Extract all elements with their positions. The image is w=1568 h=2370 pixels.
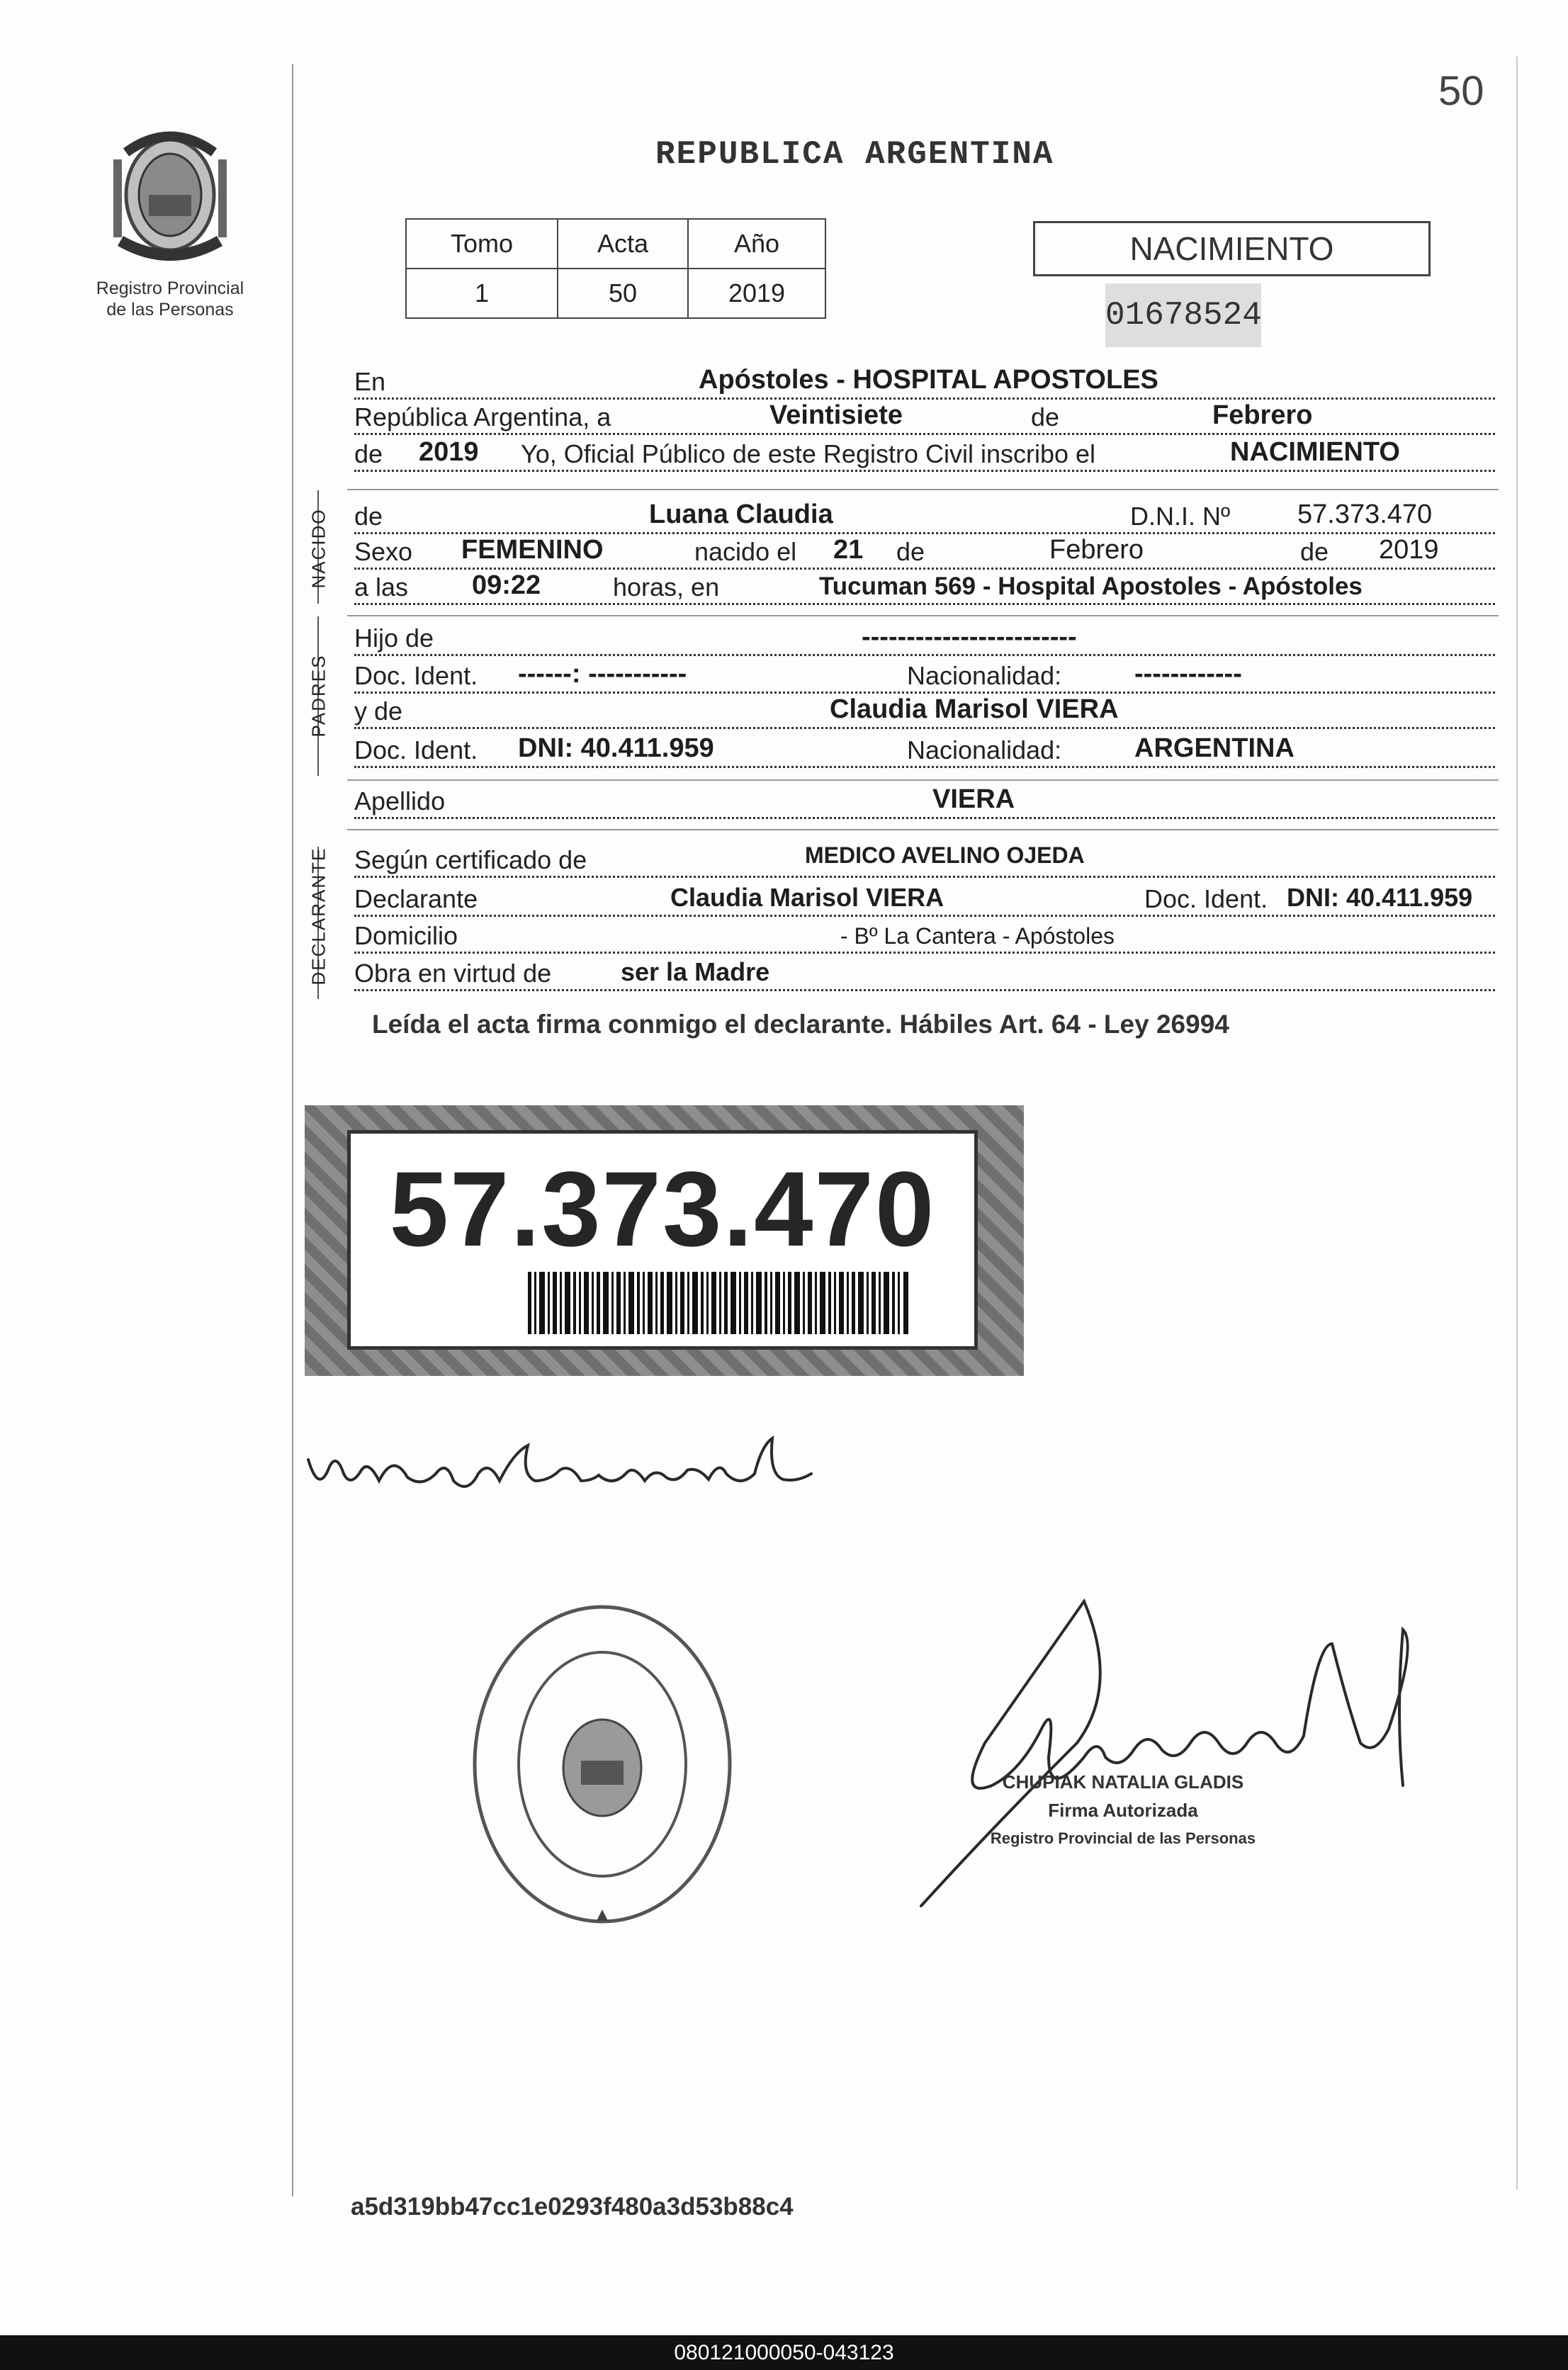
row-en (354, 365, 1495, 404)
value-time: 09:22 (468, 570, 545, 601)
value-apellido: VIERA (928, 784, 1019, 815)
registry-seal-icon (468, 1598, 737, 1931)
value-doc-declarante: DNI: 40.411.959 (1282, 883, 1477, 913)
official-signature-drawing (907, 1559, 1431, 1927)
table-header-acta: Acta (558, 219, 688, 269)
row-apellido (354, 784, 1495, 823)
value-doc-padre: ------: ----------- (514, 659, 691, 689)
closing-text: Leída el acta firma conmigo el declarante. Hábiles Art. 64 - Ley 26994 (372, 1010, 1229, 1039)
separator (347, 615, 1499, 616)
value-domicilio: - Bº La Cantera - Apóstoles (836, 923, 1119, 949)
value-mother: Claudia Marisol VIERA (825, 694, 1123, 725)
dni-sticker-number: 57.373.470 (389, 1149, 936, 1268)
page-title: REPUBLICA ARGENTINA (655, 136, 1054, 173)
logo-caption (64, 278, 276, 320)
row-obra (354, 957, 1495, 995)
padres-section-label: PADRES (308, 654, 329, 738)
table-header-tomo: Tomo (406, 219, 558, 269)
row-hijo-de (354, 622, 1495, 660)
value-sexo: FEMENINO (457, 535, 608, 565)
official-seal (468, 1598, 737, 1931)
serial-number-stamp: 01678524 (1105, 283, 1261, 347)
row-nombre (354, 500, 1495, 538)
separator (347, 489, 1499, 490)
value-place: Apóstoles - HOSPITAL APOSTOLES (694, 365, 1163, 395)
label-horas-en: horas, en (613, 572, 723, 602)
label-hijo-de: Hijo de (354, 623, 438, 653)
document-type-box: NACIMIENTO (1033, 221, 1431, 276)
footer-bar (0, 2335, 1568, 2370)
value-certificado: MEDICO AVELINO OJEDA (801, 842, 1089, 869)
row-doc-madre (354, 733, 1495, 772)
label-de-month: de (896, 537, 929, 567)
value-year: 2019 (414, 437, 483, 468)
value-child-name: Luana Claudia (645, 500, 837, 530)
label-domicilio: Domicilio (354, 921, 462, 951)
separator (347, 829, 1499, 830)
label-obra: Obra en virtud de (354, 959, 555, 988)
value-declarante: Claudia Marisol VIERA (666, 883, 948, 913)
handwritten-signature-drawing (301, 1431, 854, 1509)
table-value-ano: 2019 (688, 269, 825, 318)
dni-sticker (305, 1105, 1024, 1376)
declarante-section-label: DECLARANTE (308, 847, 329, 986)
row-fecha (354, 400, 1495, 439)
separator (347, 779, 1499, 781)
label-doc-ident-2: Doc. Ident. (354, 735, 482, 765)
logo-caption-line-1: Registro Provincial (96, 278, 244, 298)
label-de-year: de (354, 439, 387, 469)
label-en: En (354, 367, 390, 397)
label-dni: D.N.I. Nº (1130, 502, 1234, 531)
row-hora (354, 570, 1495, 609)
value-day: Veintisiete (765, 400, 907, 431)
row-certificado (354, 842, 1495, 882)
label-declarante: Declarante (354, 884, 482, 914)
province-shield-icon (99, 124, 241, 273)
value-birth-place: Tucuman 569 - Hospital Apostoles - Apóstoles (815, 572, 1367, 601)
nacido-section-label: NACIDO (308, 508, 329, 589)
label-de-nombre: de (354, 502, 387, 531)
label-apellido: Apellido (354, 786, 449, 816)
row-doc-padre (354, 659, 1495, 698)
official-name: CHUPIAK NATALIA GLADIS (1002, 1771, 1244, 1793)
label-certificado: Según certificado de (354, 845, 591, 875)
label-nacido-el: nacido el (694, 537, 801, 567)
dni-sticker-panel (347, 1130, 978, 1350)
document-hash: a5d319bb47cc1e0293f480a3d53b88c4 (351, 2193, 794, 2221)
province-logo (99, 124, 241, 273)
row-declarante (354, 883, 1495, 921)
value-birth-month: Febrero (1045, 535, 1148, 565)
official-role: Firma Autorizada (1048, 1800, 1198, 1821)
left-margin-line (292, 64, 293, 2196)
value-month: Febrero (1208, 400, 1316, 431)
footer-code: 080121000050-043123 (674, 2341, 894, 2364)
logo-caption-line-2: de las Personas (106, 300, 234, 320)
label-sexo: Sexo (354, 537, 417, 567)
value-birth-year: 2019 (1375, 535, 1443, 565)
official-signature-caption (974, 1768, 1272, 1853)
value-nacionalidad-padre: ------------ (1130, 659, 1246, 689)
barcode-icon (528, 1272, 910, 1334)
right-margin-line (1516, 57, 1518, 2189)
label-nacionalidad-1: Nacionalidad: (907, 661, 1066, 691)
handwritten-signature (301, 1431, 854, 1509)
table-value-acta: 50 (558, 269, 688, 318)
value-birth-day: 21 (829, 535, 867, 565)
table-header-ano: Año (688, 219, 825, 269)
row-sexo (354, 535, 1495, 574)
label-republica: República Argentina, a (354, 402, 615, 432)
label-de-year2: de (1300, 537, 1333, 567)
official-signature (907, 1559, 1431, 1927)
value-child-dni: 57.373.470 (1293, 500, 1436, 530)
label-nacionalidad-2: Nacionalidad: (907, 735, 1066, 765)
label-de: de (1031, 402, 1064, 432)
row-inscribe (354, 437, 1495, 476)
table-value-tomo: 1 (406, 269, 558, 318)
row-domicilio (354, 922, 1495, 958)
value-nacionalidad-madre: ARGENTINA (1130, 733, 1299, 764)
label-doc-ident-1: Doc. Ident. (354, 661, 482, 691)
label-oficial: Yo, Oficial Público de este Registro Civil inscribo el (521, 439, 1100, 469)
label-a-las: a las (354, 572, 412, 602)
label-y-de: y de (354, 696, 407, 726)
official-org: Registro Provincial de las Personas (990, 1829, 1256, 1847)
label-doc-ident-decl: Doc. Ident. (1144, 884, 1272, 914)
value-doc-madre: DNI: 40.411.959 (514, 733, 718, 764)
value-obra: ser la Madre (616, 957, 774, 987)
value-father: ------------------------ (857, 622, 1081, 653)
tomo-acta-table (405, 218, 826, 319)
row-y-de (354, 694, 1495, 733)
value-inscribe: NACIMIENTO (1226, 437, 1404, 468)
page-number: 50 (1438, 68, 1484, 114)
